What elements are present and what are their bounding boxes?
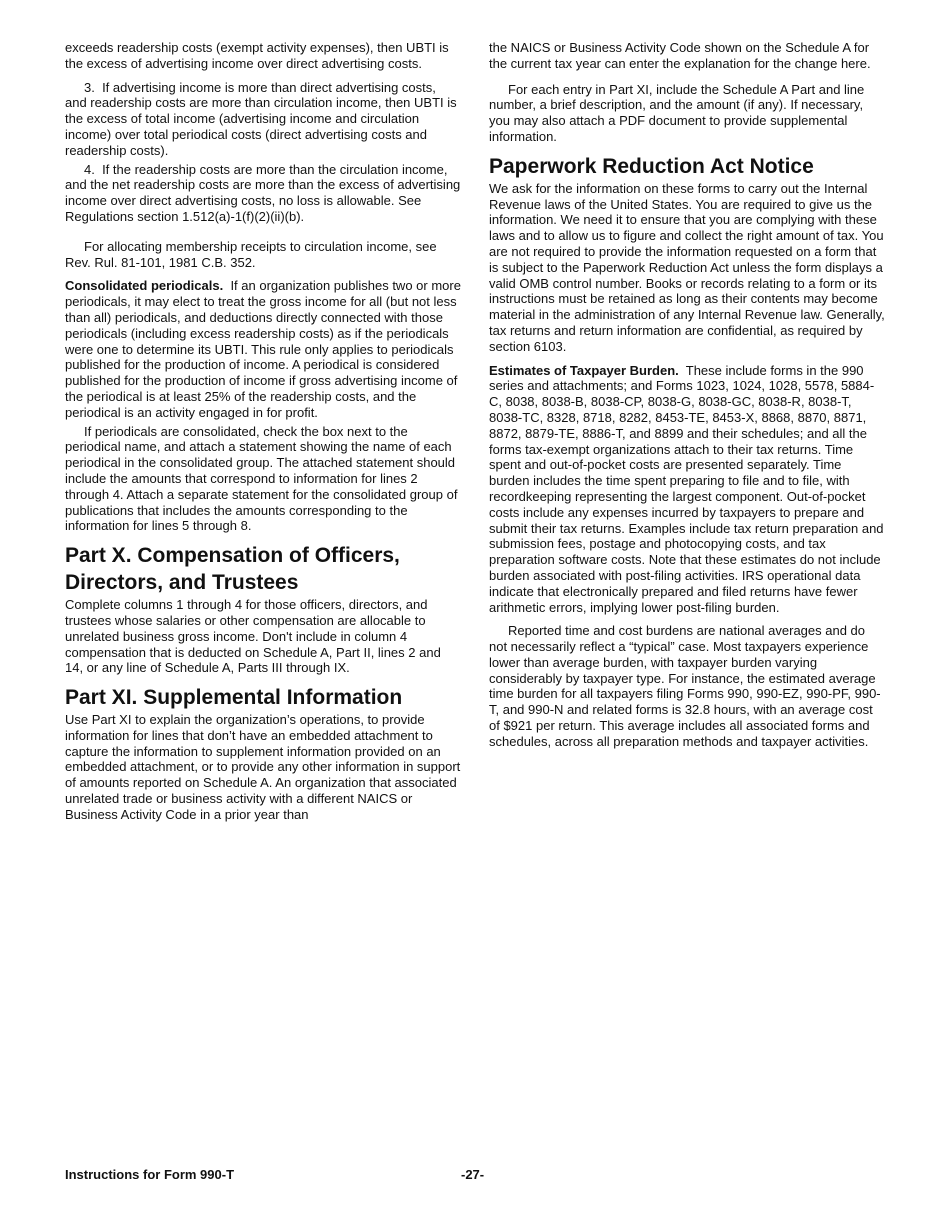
membership-receipts-paragraph: For allocating membership receipts to circulation income, see Rev. Rul. 81-101, 1981 C.B. 352. xyxy=(65,238,437,270)
consolidated-periodicals-lead: Consolidated periodicals. xyxy=(65,278,224,294)
right-paragraph-1: the NAICS or Business Activity Code shown on the Schedule A for the current tax year can enter the explanation for the change here. xyxy=(489,40,871,71)
list-item-3: 3. If advertising income is more than direct advertising costs, and readership costs are more than circulation income, then UBTI is the excess of total income (advertising income and circulation income) over total periodical costs (direct advertising costs and readership costs). xyxy=(65,79,457,158)
footer-title: Instructions for Form 990-T xyxy=(65,1167,235,1182)
right-column xyxy=(489,40,885,758)
list-item-4: 4. If the readership costs are more than the circulation income, and the net readership costs are more than the excess of advertising income over direct advertising costs, no loss is allowable. See Regulations section 1.512(a)-1(f)(2)(ii)(b). xyxy=(65,161,461,224)
burden-averages-paragraph: Reported time and cost burdens are national averages and do not necessarily reflect a “typical” case. Most taxpayers experience lower than average burden, with taxpayer burden varying considerably by taxpayer type. For instance, the estimated average time burden for all taxpayers filing Forms 990, 990-EZ, 990-PF, 990-T, and 990-N and related forms is 32.8 hours, with an average cost of $921 per return. This average includes all associated forms and schedules, across all preparation methods and taxpayer activities. xyxy=(489,623,881,749)
part-x-heading: Part X. Compensation of Officers, Directors, and Trustees xyxy=(65,544,400,595)
consolidated-statement-paragraph: If periodicals are consolidated, check the box next to the periodical name, and attach a statement showing the name of each periodical in the consolidated group. The attached statement should include the amounts that correspond to information for lines 2 through 4. Attach a separate statement for the consolidated group of publications that includes the amounts corresponding to the information for lines 5 through 8. xyxy=(65,423,458,534)
part-xi-heading: Part XI. Supplemental Information xyxy=(65,686,403,710)
taxpayer-burden-text: These include forms in the 990 series and attachments; and Forms 1023, 1024, 1028, 5578, 5884-C, 8038, 8038-B, 8038-CP, 8038-G, 8038-GC, 8038-R, 8038-T, 8038-TC, 8328, 8718, 8282, 8453-TE, 8453-X, 8868, 8870, 8871, 8872, 8879-TE, 8886-T, and 8899 and their schedules; and all the forms tax-exempt organizations attach to their tax returns. Time spent and out-of-pocket costs are presented separately. Time burden includes the time spent preparing to file and to file, with recordkeeping representing the largest component. Out-of-pocket costs include any expenses incurred by taxpayers to prepare and submit their tax returns. Examples include tax return preparation and submission fees, postage and photocopying costs, and tax preparation software costs. Note that these estimates do not include burden associated with post-filing activities. IRS operational data indicate that electronically prepared and filed returns have fewer arithmetic errors, implying lower post-filing burden. xyxy=(489,362,884,615)
paperwork-reduction-heading: Paperwork Reduction Act Notice xyxy=(489,154,814,178)
paperwork-reduction-paragraph: We ask for the information on these forms to carry out the Internal Revenue laws of the United States. You are required to give us the information. We need it to ensure that you are complying with these laws and to allow us to figure and collect the right amount of tax. You are not required to provide the information requested on a form that is subject to the Paperwork Reduction Act unless the form displays a valid OMB control number. Books or records relating to a form or its instructions must be retained as long as their contents may become material in the administration of any Internal Revenue law. Generally, tax returns and return information are confidential, as required by section 6103. xyxy=(489,180,885,354)
consolidated-periodicals-paragraph xyxy=(65,278,461,420)
taxpayer-burden-paragraph xyxy=(489,363,885,616)
part-xi-paragraph: Use Part XI to explain the organization’s operations, to provide information for lines that don’t have an embedded attachment to capture the information to supplement information provided on an embedded attachment, or to provide any other information in support of amounts reported on Schedule A. An organization that associated unrelated trade or business activity with a different NAICS or Business Activity Code in a prior year than xyxy=(65,712,461,822)
left-column xyxy=(65,40,461,831)
taxpayer-burden-lead: Estimates of Taxpayer Burden. xyxy=(489,362,679,378)
page-number: -27- xyxy=(461,1167,485,1182)
part-xi-entry-paragraph: For each entry in Part XI, include the Schedule A Part and line number, a brief description, and the amount (if any). If necessary, you may also attach a PDF document to provide supplemental information. xyxy=(489,81,865,144)
left-paragraph-1: exceeds readership costs (exempt activity expenses), then UBTI is the excess of advertising income over direct advertising costs. xyxy=(65,40,449,71)
part-x-paragraph: Complete columns 1 through 4 for those officers, directors, and trustees whose salaries or other compensation are allocable to unrelated business gross income. Don't include in column 4 compensation that is deducted on Schedule A, Part II, lines 2 and 14, or any line of Schedule A, Parts III through IX. xyxy=(65,597,441,676)
consolidated-periodicals-text: If an organization publishes two or more periodicals, it may elect to treat the gross income for all (but not less than all) periodicals, and deductions directly connected with those periodicals (including excess readership costs) as if the periodicals were one to determine its UBTI. This rule only applies to periodicals published for the production of income. A periodical is considered published for the production of income if gross advertising income of the periodical is at least 25% of the readership costs, and the periodical is an activity engaged in for profit. xyxy=(65,278,461,420)
